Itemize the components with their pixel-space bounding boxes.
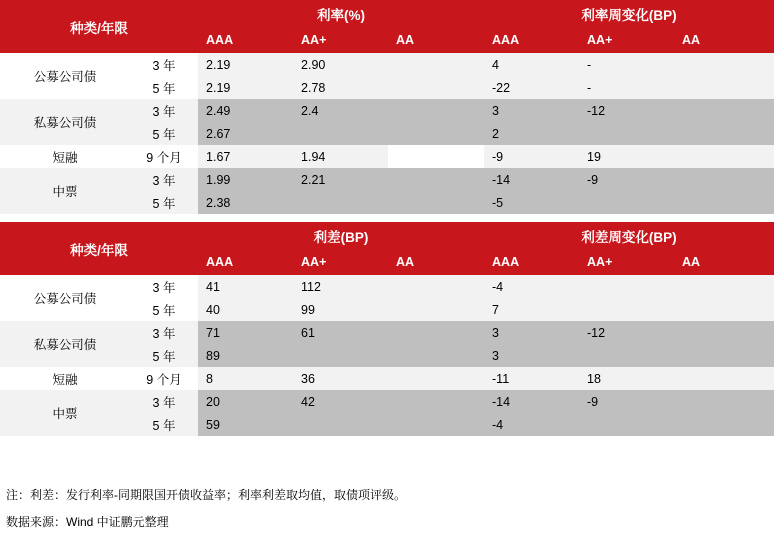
cell-aaplus-spread-change: 18 [579, 367, 674, 390]
cell-aa-spread [388, 321, 484, 344]
cell-aa-spread [388, 367, 484, 390]
subheader-aa-spread: AA [388, 249, 484, 275]
cell-aaplus-spread-change: -9 [579, 390, 674, 413]
cell-aa-change [674, 191, 774, 214]
cell-aa-spread-change [674, 367, 774, 390]
cell-aaplus-change: - [579, 76, 674, 99]
cell-aaa-spread: 40 [198, 298, 293, 321]
cell-aaa-spread-change: -11 [484, 367, 579, 390]
cell-aa-rate [388, 168, 484, 191]
cell-aaplus-rate [293, 191, 388, 214]
row-term: 5 年 [130, 413, 198, 436]
row-term: 9 个月 [130, 367, 198, 390]
cell-aaa-change: -5 [484, 191, 579, 214]
table-row [0, 53, 774, 76]
table-row [0, 275, 774, 298]
subheader-aaa-spread: AAA [198, 249, 293, 275]
cell-aaplus-rate: 2.90 [293, 53, 388, 76]
cell-aaa-spread: 20 [198, 390, 293, 413]
row-term: 5 年 [130, 122, 198, 145]
cell-aaplus-spread: 36 [293, 367, 388, 390]
cell-aaplus-spread: 112 [293, 275, 388, 298]
subheader-aaa-spread-change: AAA [484, 249, 579, 275]
row-category: 公募公司债 [0, 53, 130, 99]
cell-aaa-change: 2 [484, 122, 579, 145]
footnote-definition: 注：利差：发行利率-同期限国开债收益率；利率利差取均值，取债项评级。 [6, 488, 406, 502]
table-row [0, 145, 774, 168]
cell-aaa-spread-change: 3 [484, 321, 579, 344]
row-category: 短融 [0, 367, 130, 390]
table-row [0, 367, 774, 390]
cell-aa-spread-change [674, 390, 774, 413]
cell-aa-spread [388, 344, 484, 367]
header-col-type: 种类/年限 [0, 0, 198, 53]
header-col-type-2: 种类/年限 [0, 222, 198, 275]
cell-aaa-rate: 2.49 [198, 99, 293, 122]
cell-aaa-rate: 2.67 [198, 122, 293, 145]
row-term: 3 年 [130, 275, 198, 298]
cell-aa-rate [388, 122, 484, 145]
header-group-spread: 利差(BP) [198, 222, 484, 249]
cell-aaplus-rate [293, 122, 388, 145]
cell-aaplus-spread-change [579, 298, 674, 321]
cell-aa-rate [388, 53, 484, 76]
cell-aaplus-spread-change [579, 344, 674, 367]
cell-aaa-rate: 1.67 [198, 145, 293, 168]
subheader-aaplus-spread-change: AA+ [579, 249, 674, 275]
cell-aa-spread [388, 298, 484, 321]
cell-aaplus-change [579, 191, 674, 214]
cell-aa-rate [388, 99, 484, 122]
cell-aaa-change: -22 [484, 76, 579, 99]
cell-aa-change [674, 99, 774, 122]
row-category: 私募公司债 [0, 99, 130, 145]
cell-aaa-spread-change: -4 [484, 275, 579, 298]
row-term: 3 年 [130, 321, 198, 344]
row-term: 5 年 [130, 191, 198, 214]
cell-aa-spread-change [674, 298, 774, 321]
footnote-source: 数据来源：Wind 中证鹏元整理 [6, 515, 169, 529]
cell-aaa-rate: 1.99 [198, 168, 293, 191]
cell-aaa-spread-change: 3 [484, 344, 579, 367]
cell-aaa-spread: 89 [198, 344, 293, 367]
cell-aaplus-change: - [579, 53, 674, 76]
cell-aaplus-spread-change: -12 [579, 321, 674, 344]
table-row [0, 168, 774, 191]
cell-aaplus-spread: 42 [293, 390, 388, 413]
cell-aaplus-rate: 2.21 [293, 168, 388, 191]
header-group-rate: 利率(%) [198, 0, 484, 27]
row-category: 私募公司债 [0, 321, 130, 367]
cell-aaplus-change: 19 [579, 145, 674, 168]
cell-aaplus-spread: 99 [293, 298, 388, 321]
row-term: 3 年 [130, 53, 198, 76]
cell-aa-rate [388, 145, 484, 168]
cell-aaplus-rate: 2.78 [293, 76, 388, 99]
table-row [0, 321, 774, 344]
cell-aaplus-change: -12 [579, 99, 674, 122]
row-term: 5 年 [130, 76, 198, 99]
row-term: 3 年 [130, 99, 198, 122]
cell-aa-change [674, 76, 774, 99]
subheader-aaplus-rate: AA+ [293, 27, 388, 53]
cell-aaplus-change: -9 [579, 168, 674, 191]
table-gap [0, 214, 774, 222]
cell-aaa-rate: 2.38 [198, 191, 293, 214]
row-term: 5 年 [130, 344, 198, 367]
cell-aa-spread-change [674, 321, 774, 344]
cell-aaa-rate: 2.19 [198, 76, 293, 99]
row-category: 中票 [0, 390, 130, 436]
cell-aaa-spread-change: 7 [484, 298, 579, 321]
cell-aa-rate [388, 191, 484, 214]
cell-aaplus-spread: 61 [293, 321, 388, 344]
subheader-aaplus-spread: AA+ [293, 249, 388, 275]
cell-aaa-spread: 41 [198, 275, 293, 298]
cell-aa-change [674, 168, 774, 191]
table-row [0, 390, 774, 413]
header-group-rate-change: 利率周变化(BP) [484, 0, 774, 27]
subheader-aa-change: AA [674, 27, 774, 53]
cell-aa-spread [388, 275, 484, 298]
cell-aa-change [674, 145, 774, 168]
header-group-spread-change: 利差周变化(BP) [484, 222, 774, 249]
row-category: 短融 [0, 145, 130, 168]
cell-aaa-spread: 59 [198, 413, 293, 436]
subheader-aa-rate: AA [388, 27, 484, 53]
cell-aa-spread-change [674, 344, 774, 367]
cell-aa-spread-change [674, 413, 774, 436]
table-row [0, 99, 774, 122]
cell-aa-rate [388, 76, 484, 99]
cell-aa-spread [388, 390, 484, 413]
cell-aaplus-spread-change [579, 413, 674, 436]
row-term: 5 年 [130, 298, 198, 321]
cell-aaa-change: -14 [484, 168, 579, 191]
cell-aaa-spread: 71 [198, 321, 293, 344]
cell-aa-change [674, 122, 774, 145]
row-term: 3 年 [130, 168, 198, 191]
cell-aaplus-rate: 2.4 [293, 99, 388, 122]
subheader-aaplus-change: AA+ [579, 27, 674, 53]
cell-aaplus-spread [293, 344, 388, 367]
row-category: 中票 [0, 168, 130, 214]
cell-aaa-spread-change: -14 [484, 390, 579, 413]
spread-table-header-row [0, 222, 774, 249]
rate-table-header-row [0, 0, 774, 27]
cell-aaplus-rate: 1.94 [293, 145, 388, 168]
cell-aaa-change: 3 [484, 99, 579, 122]
subheader-aaa-change: AAA [484, 27, 579, 53]
cell-aa-spread-change [674, 275, 774, 298]
row-term: 9 个月 [130, 145, 198, 168]
subheader-aaa-rate: AAA [198, 27, 293, 53]
cell-aaa-spread: 8 [198, 367, 293, 390]
row-term: 3 年 [130, 390, 198, 413]
cell-aaplus-spread-change [579, 275, 674, 298]
cell-aaa-spread-change: -4 [484, 413, 579, 436]
cell-aa-change [674, 53, 774, 76]
subheader-aa-spread-change: AA [674, 249, 774, 275]
cell-aaa-change: -9 [484, 145, 579, 168]
cell-aaa-rate: 2.19 [198, 53, 293, 76]
cell-aaa-change: 4 [484, 53, 579, 76]
cell-aa-spread [388, 413, 484, 436]
cell-aaplus-spread [293, 413, 388, 436]
cell-aaplus-change [579, 122, 674, 145]
row-category: 公募公司债 [0, 275, 130, 321]
